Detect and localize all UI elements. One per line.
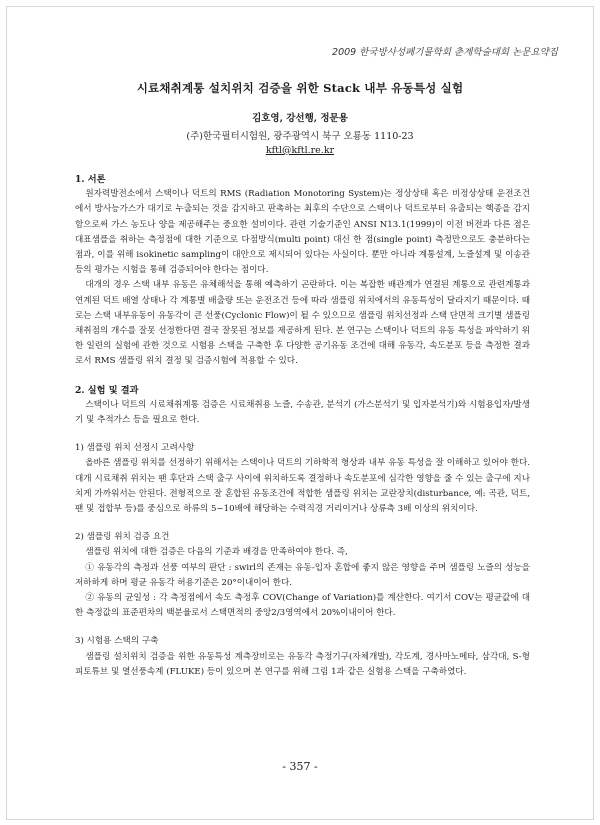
methods-intro-paragraph: 스택이나 덕트의 시료채취계통 검증은 시료채취용 노즐, 수송관, 분석기 (가스분석기 및 입자분석기)와 시험용입자/발생기 및 추적가스 등을 필요로 한다.	[75, 399, 530, 426]
running-header: 2009 한국방사성폐기물학회 춘계학술대회 논문요약집	[332, 47, 558, 58]
subsection-2-intro: 샘플링 위치에 대한 검증은 다음의 기준과 배경을 만족하여야 한다. 즉,	[85, 547, 348, 558]
subsection-heading-2: 2) 샘플링 위치 검증 요건	[75, 532, 170, 543]
paper-body	[75, 172, 530, 680]
subsection-2-item-1: ① 유동각의 측정과 선풍 여부의 판단 : swirl의 존재는 유동-입자 혼합에 좋지 않은 영향을 주며 샘플링 노즐의 성능을 저하하게 하며 평균 유동각 허용기준은 20°이내이어 한다.	[75, 562, 530, 588]
page-number: - 357 -	[282, 760, 318, 773]
intro-paragraph-2: 대개의 경우 스택 내부 유동은 유체해석을 통해 예측하기 곤란하다. 이는 복잡한 배관계가 연결된 계통으로 관련계통과 연계된 덕트 배열 상태나 각 계통별 배출량 또는 운전조건 등에 따라 샘플링 위치에서의 유동특성이 달라지기 때문이다. 때로는 스택 내부유동이 유동각이 큰 선풍(Cyclonic Flow)이 될 수 있으므로 샘플링 위치선정과 스택 단면적 크기별 샘플링 채취점의 개수를 잘못 선정한다면 결국 잘못된 정보를 제공하게 된다. 본 연구는 스택이나 덕트의 유동 특성을 파악하기 위한 일련의 실험에 관한 것으로 시험용 스택을 구축한 후 다양한 공기유동 조건에 대해 유동각, 속도분포 등을 측정한 결과로서 RMS 샘플링 위치 결정 및 검증시험에 적용할 수 있다.	[75, 280, 530, 367]
subsection-heading-3: 3) 시험용 스택의 구축	[75, 636, 159, 647]
affiliation: (주)한국필터시험원, 광주광역시 북구 오룡동 1110-23	[186, 131, 414, 142]
subsection-1-paragraph: 올바른 샘플링 위치를 선정하기 위해서는 스택이나 덕트의 기하학적 형상과 내부 유동 특성을 잘 이해하고 있어야 한다. 대개 시료채취 위치는 팬 후단과 스택 출구 사이에 위치하도록 결정하나 속도분포에 심각한 영향을 줄 수 있는 출구에 지나치게 가까워서는 안된다. 전형적으로 잘 혼합된 유동조건에 적합한 샘플링 위치는 교란장치(disturbance, 예: 곡관, 덕트, 팬 및 접합부 등)를 중심으로 하류의 5~10배에 해당하는 수력직경 거리이거나 상류측 3배 이상의 위치이다.	[75, 458, 530, 515]
paper-title: 시료채취계통 설치위치 검증을 위한 Stack 내부 유동특성 실험	[136, 81, 464, 95]
subsection-heading-1: 1) 샘플링 위치 선정시 고려사항	[75, 443, 195, 454]
email-link[interactable]: kftl@kftl.re.kr	[265, 145, 335, 156]
subsection-2-item-2: ② 유동의 균일성 : 각 측정점에서 속도 측정후 COV(Change of Variation)를 계산한다. 여기서 COV는 평균값에 대한 측정값의 표준편차의 백분율로서 스택면적의 중앙2/3영역에서 20%이내이어 한다.	[75, 593, 530, 619]
section-heading-intro: 1. 서론	[75, 174, 106, 185]
intro-paragraph-1: 원자력발전소에서 스택이나 덕트의 RMS (Radiation Monotoring System)는 정상상태 혹은 비정상상태 운전조건에서 방사능가스가 대기로 누출되는 것을 감지하고 판촉하는 최후의 수단으로 스택이나 덕트로부터 유출되는 핵종을 감지함으로써 가스 농도나 양을 제공해주는 중요한 설비이다. 관련 기술기준인 ANSI N13.1(1999)이 이전 버전과 다른 점은 대표샘플을 취하는 측정점에 대한 기준으로 다점방식(multi point) 대신 한 점(single point) 측정만으로도 충분하다는 점과, 이를 위해 isokinetic sampling이 대안으로 제시되어 있다는 사실이다. 뿐만 아니라 계통설계, 노즐설계 및 이송관 등의 평가는 시험을 통해 검증되어야 한다는 점이다.	[75, 189, 530, 276]
authors: 김호영, 강선행, 정문용	[252, 113, 348, 124]
section-heading-methods: 2. 실험 및 결과	[75, 384, 139, 396]
subsection-3-paragraph: 샘플링 설치위치 검증을 위한 유동특성 계측장비로는 유동각 측정기구(자체개발), 각도계, 경사마노메타, 삼각대, S-형 피토튜브 및 열선풍속계 (FLUKE) 등이 있으며 본 연구를 위해 그림 1과 같은 실험용 스택을 구축하였다.	[75, 651, 530, 677]
